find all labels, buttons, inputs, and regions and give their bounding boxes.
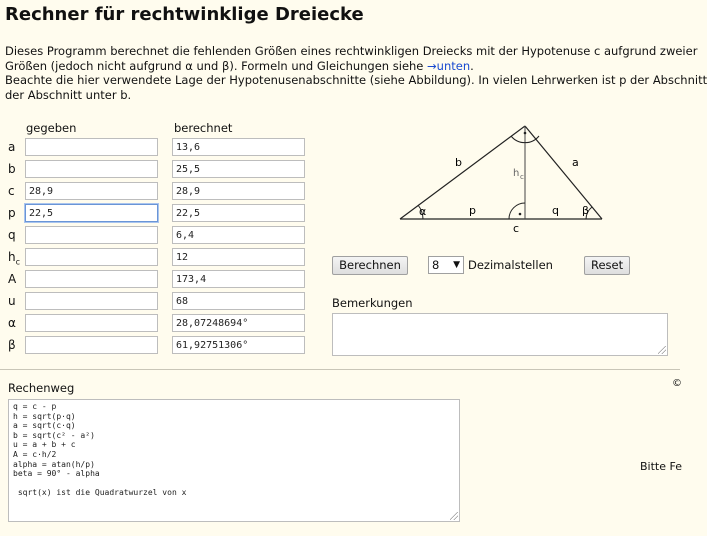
- given-input[interactable]: [25, 182, 158, 200]
- compute-button[interactable]: Berechnen: [332, 256, 408, 275]
- row-label: [8, 250, 24, 266]
- row-label-text: u: [8, 294, 16, 308]
- row-label-text: c: [8, 184, 15, 198]
- intro-line-2-text: Größen (jedoch nicht aufgrund α und β). Formeln und Gleichungen siehe: [5, 58, 428, 73]
- decimals-select[interactable]: [428, 256, 464, 274]
- decimals-label: Dezimalstellen: [468, 258, 553, 272]
- intro-line-2-end: .: [470, 58, 474, 73]
- computed-output: [172, 160, 305, 178]
- row-label: [8, 228, 24, 242]
- given-input[interactable]: [25, 160, 158, 178]
- steps-label: Rechenweg: [8, 381, 75, 395]
- row-label-text: A: [8, 272, 17, 286]
- side-a-line: [525, 126, 602, 219]
- remarks-resize-handle[interactable]: [658, 346, 666, 354]
- reset-button[interactable]: Reset: [584, 256, 630, 275]
- given-input[interactable]: [25, 204, 158, 222]
- label-q: q: [552, 204, 559, 217]
- computed-output: [172, 314, 305, 332]
- intro-line-2: [5, 59, 705, 74]
- formulas-link[interactable]: →unten: [427, 58, 471, 73]
- row-label-text: q: [8, 228, 16, 242]
- label-b: b: [455, 156, 462, 169]
- label-c: c: [513, 222, 520, 235]
- row-label: [8, 338, 24, 352]
- steps-textarea[interactable]: q = c - p h = sqrt(p·q) a = sqrt(c·q) b = sqrt(c² - a²) u = a + b + c A = c·h/2 alpha = atan(h/p) beta = 90° - alpha sqrt(x) ist die Quadratwurzel von x: [8, 399, 460, 522]
- chevron-down-icon: ▼: [453, 260, 460, 270]
- computed-output: [172, 248, 305, 266]
- page-title: Rechner für rechtwinklige Dreiecke: [5, 4, 364, 25]
- triangle-diagram: [395, 118, 610, 236]
- row-label: [8, 162, 24, 176]
- computed-output: [172, 182, 305, 200]
- row-label: [8, 184, 24, 198]
- given-column-header: gegeben: [26, 121, 77, 135]
- intro-line-1: Dieses Programm berechnet die fehlenden Größen eines rechtwinkligen Dreiecks mit der Hypotenuse c aufgrund zweier: [5, 44, 698, 58]
- given-input[interactable]: [25, 248, 158, 266]
- computed-output: [172, 292, 305, 310]
- copyright-text: ©: [672, 378, 682, 389]
- label-alpha: α: [419, 205, 427, 218]
- intro-text: [5, 44, 705, 102]
- given-input[interactable]: [25, 226, 158, 244]
- decimals-select-value: 8: [432, 258, 440, 272]
- row-label: [8, 272, 24, 286]
- computed-output: [172, 336, 305, 354]
- computed-output: [172, 270, 305, 288]
- given-input[interactable]: [25, 270, 158, 288]
- remarks-textarea[interactable]: [332, 313, 668, 356]
- row-label: [8, 294, 24, 308]
- computed-output: [172, 226, 305, 244]
- foot-angle-dot: [519, 213, 522, 216]
- label-h: h: [513, 168, 520, 179]
- given-input[interactable]: [25, 314, 158, 332]
- intro-line-4: der Abschnitt unter b.: [5, 87, 132, 102]
- label-h-sub: c: [520, 173, 524, 181]
- row-label-subscript: c: [15, 257, 21, 267]
- foot-angle-arc: [509, 203, 525, 219]
- given-input[interactable]: [25, 138, 158, 156]
- bitte-text: Bitte Fe: [640, 460, 682, 473]
- row-label: [8, 316, 24, 330]
- label-beta: β: [582, 204, 590, 217]
- remarks-label: Bemerkungen: [332, 296, 413, 310]
- row-label-text: b: [8, 162, 16, 176]
- label-p: p: [469, 204, 476, 217]
- steps-resize-handle[interactable]: [450, 512, 458, 520]
- row-label-text: h: [8, 250, 16, 264]
- row-label-text: a: [8, 140, 16, 154]
- row-label-text: α: [8, 316, 16, 330]
- given-input[interactable]: [25, 292, 158, 310]
- intro-line-3: Beachte die hier verwendete Lage der Hypotenusenabschnitte (siehe Abbildung). In vielen Lehrwerken ist p der Abschnitt: [5, 73, 707, 87]
- computed-output: [172, 138, 305, 156]
- section-divider: [0, 369, 680, 370]
- given-input[interactable]: [25, 336, 158, 354]
- row-label: [8, 206, 24, 220]
- computed-column-header: berechnet: [174, 121, 233, 135]
- computed-output: [172, 204, 305, 222]
- row-label-text: p: [8, 206, 16, 220]
- row-label: [8, 140, 24, 154]
- right-angle-dot: [524, 132, 527, 135]
- row-label-text: β: [8, 338, 16, 352]
- label-a: a: [572, 156, 579, 169]
